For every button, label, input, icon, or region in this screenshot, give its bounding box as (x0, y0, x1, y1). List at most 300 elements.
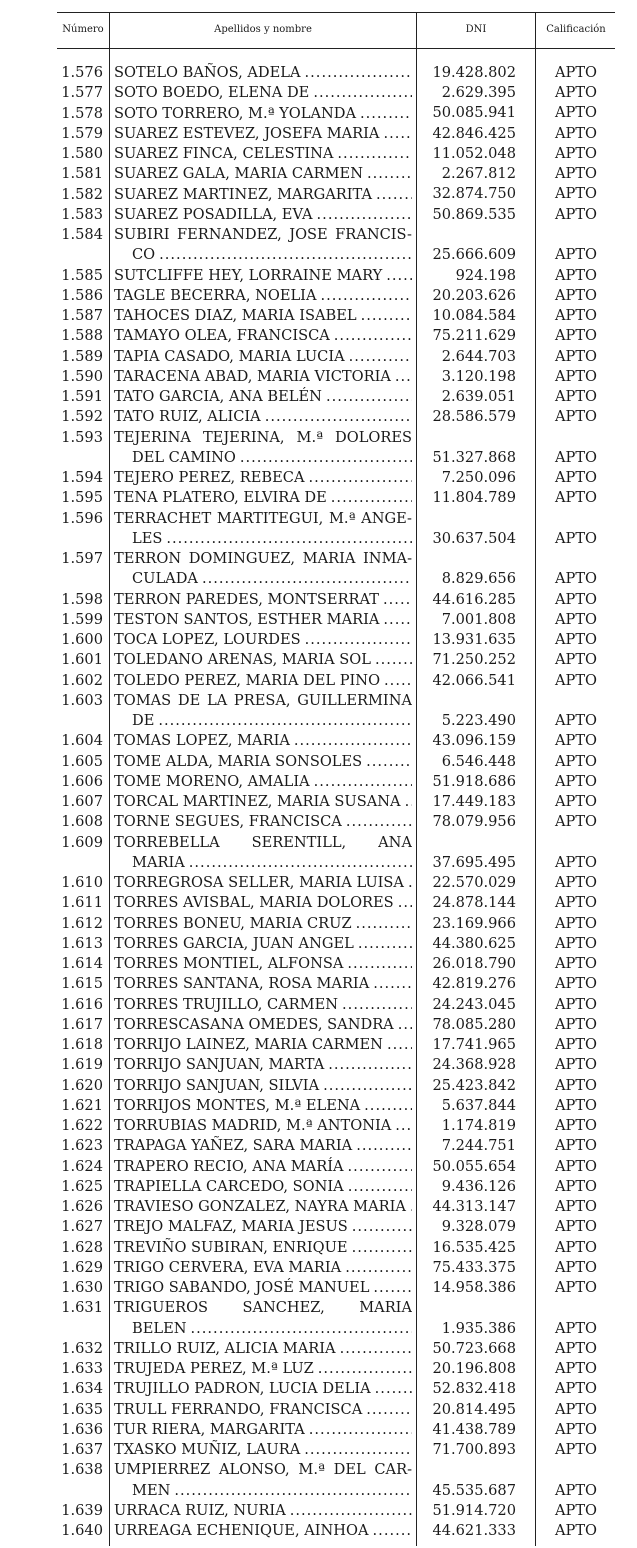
row-name-text: TEJERO PEREZ, REBECA (114, 469, 305, 487)
dot-leader (410, 1197, 412, 1217)
row-dni: 24.878.144 (432, 894, 516, 912)
row-name-text: SUAREZ GALA, MARIA CARMEN (114, 165, 363, 183)
row-name-line (114, 1339, 412, 1359)
row-name-line (114, 995, 412, 1015)
row-name-line (114, 812, 412, 832)
table-row (57, 205, 615, 225)
row-number: 1.585 (61, 266, 103, 284)
row-number: 1.630 (61, 1279, 103, 1297)
row-name-text: TERRON PAREDES, MONTSERRAT (114, 590, 380, 608)
row-name (114, 1035, 412, 1055)
row-calificacion: APTO (554, 1076, 598, 1094)
row-name-text: TAPIA CASADO, MARIA LUCIA (114, 347, 345, 365)
table-row (57, 893, 615, 913)
row-calificacion: APTO (554, 1056, 598, 1074)
row-name-line (114, 691, 412, 711)
dot-leader (323, 1076, 412, 1096)
row-name (114, 1339, 412, 1359)
dot-leader (384, 671, 412, 691)
row-name (114, 752, 412, 772)
table-row (57, 873, 615, 893)
row-number: 1.598 (61, 590, 103, 608)
table-row (57, 387, 615, 407)
row-dni: 2.644.703 (441, 347, 516, 365)
row-name-text: TORRES TRUJILLO, CARMEN (114, 995, 339, 1013)
table-row (57, 974, 615, 994)
row-name-line (114, 347, 412, 367)
dot-leader (158, 711, 412, 731)
row-name-line (114, 853, 412, 873)
row-name-line (114, 124, 412, 144)
dot-leader (367, 164, 412, 184)
row-number: 1.605 (61, 752, 103, 770)
row-dni: 71.250.252 (432, 651, 516, 669)
row-name-line (114, 974, 412, 994)
row-calificacion: APTO (554, 934, 598, 952)
dot-leader (294, 731, 412, 751)
row-name-text: LES (132, 529, 163, 547)
dot-leader (265, 407, 412, 427)
dot-leader (364, 1096, 412, 1116)
row-calificacion: APTO (554, 732, 598, 750)
row-name-line (114, 1359, 412, 1379)
table-row (57, 691, 615, 732)
row-name (114, 1197, 412, 1217)
row-name-line (114, 711, 412, 731)
row-name-line (114, 306, 412, 326)
row-calificacion: APTO (554, 772, 598, 790)
dot-leader (337, 144, 412, 164)
row-name (114, 1359, 412, 1379)
dot-leader (348, 1177, 412, 1197)
row-name (114, 630, 412, 650)
row-number: 1.596 (61, 509, 103, 527)
row-name-line (114, 1177, 412, 1197)
row-name (114, 1076, 412, 1096)
row-name-line (114, 1379, 412, 1399)
row-name-line (114, 873, 412, 893)
row-calificacion: APTO (554, 104, 598, 122)
row-name-text: TORRES GARCIA, JUAN ANGEL (114, 934, 354, 952)
row-name (114, 1157, 412, 1177)
row-dni: 9.436.126 (441, 1177, 516, 1195)
row-name-text: SUAREZ FINCA, CELESTINA (114, 145, 334, 162)
row-calificacion: APTO (554, 1238, 598, 1256)
table-row (57, 671, 615, 691)
row-calificacion: APTO (554, 1481, 598, 1499)
row-dni: 7.244.751 (441, 1137, 516, 1155)
row-calificacion: APTO (554, 347, 598, 365)
row-dni: 2.267.812 (441, 165, 516, 183)
row-name-text: TXASKO MUÑIZ, LAURA (114, 1441, 301, 1459)
header-dni: DNI (465, 24, 487, 35)
row-calificacion: APTO (554, 1279, 598, 1297)
row-name-text: URRACA RUIZ, NURIA (114, 1501, 286, 1519)
row-dni: 3.120.198 (441, 367, 516, 385)
row-calificacion: APTO (554, 205, 598, 223)
row-name-line (114, 468, 412, 488)
row-name-line (114, 772, 412, 792)
row-dni: 25.423.842 (432, 1076, 516, 1094)
row-name-text: URREAGA ECHENIQUE, AINHOA (114, 1522, 369, 1540)
row-name-line (114, 83, 412, 103)
row-number: 1.622 (61, 1117, 103, 1135)
row-calificacion: APTO (554, 1319, 598, 1337)
table-row (57, 104, 615, 124)
row-name-text: UMPIERREZ ALONSO, M.ª DEL CAR- (114, 1461, 412, 1479)
dot-leader (334, 326, 412, 346)
table-row (57, 407, 615, 427)
dot-leader (159, 245, 412, 265)
row-calificacion: APTO (554, 1522, 598, 1540)
row-name-line (114, 1076, 412, 1096)
table-row (57, 1501, 615, 1521)
row-name-text: TREVIÑO SUBIRAN, ENRIQUE (114, 1238, 348, 1256)
row-name-text: TORRES MONTIEL, ALFONSA (114, 955, 344, 973)
row-number: 1.583 (61, 205, 103, 223)
row-number: 1.586 (61, 286, 103, 304)
row-name-text: TORREGROSA SELLER, MARIA LUISA (114, 874, 404, 892)
table-row (57, 954, 615, 974)
row-number: 1.580 (61, 145, 103, 162)
row-name (114, 124, 412, 144)
dot-leader (383, 610, 412, 630)
table-row (57, 1359, 615, 1379)
dot-leader (347, 954, 412, 974)
row-name-text: TAGLE BECERRA, NOELIA (114, 286, 317, 304)
row-dni: 1.935.386 (441, 1319, 516, 1337)
table-row (57, 792, 615, 812)
row-number: 1.609 (61, 833, 103, 851)
row-number: 1.614 (61, 955, 103, 973)
row-name-text: TORRES AVISBAL, MARIA DOLORES (114, 894, 394, 912)
row-name (114, 1217, 412, 1237)
row-number: 1.593 (61, 428, 103, 446)
row-number: 1.601 (61, 651, 103, 669)
row-calificacion: APTO (554, 1157, 598, 1175)
dot-leader (356, 1136, 412, 1156)
table-row (57, 1076, 615, 1096)
table-row (57, 164, 615, 184)
dot-leader (376, 185, 412, 205)
row-name-text: TORRIJO SANJUAN, MARTA (114, 1056, 325, 1074)
row-calificacion: APTO (554, 1036, 598, 1054)
row-number: 1.584 (61, 226, 103, 243)
row-name-text: CO (132, 246, 156, 264)
row-calificacion: APTO (554, 529, 598, 547)
dot-leader (383, 590, 412, 610)
row-number: 1.581 (61, 165, 103, 183)
table-row (57, 63, 615, 83)
dot-leader (305, 63, 412, 83)
row-name (114, 1440, 412, 1460)
row-name-text: TATO GARCIA, ANA BELÉN (114, 388, 322, 406)
table-row (57, 266, 615, 286)
row-name-line (114, 387, 412, 407)
row-number: 1.613 (61, 934, 103, 952)
row-dni: 2.629.395 (441, 84, 516, 102)
table-row (57, 1177, 615, 1197)
row-name-text: TERRACHET MARTITEGUI, M.ª ANGE- (114, 509, 412, 527)
row-name-text: TRAPIELLA CARCEDO, SONIA (114, 1177, 344, 1195)
row-dni: 44.313.147 (432, 1198, 516, 1216)
row-calificacion: APTO (554, 367, 598, 385)
dot-leader (349, 347, 412, 367)
table-row (57, 83, 615, 103)
dot-leader (346, 812, 412, 832)
table-row (57, 1157, 615, 1177)
row-dni: 26.018.790 (432, 955, 516, 973)
dot-leader (342, 995, 412, 1015)
row-name (114, 1460, 412, 1501)
row-dni: 5.637.844 (441, 1096, 516, 1114)
row-name-line (114, 1501, 412, 1521)
row-dni: 6.546.448 (441, 752, 516, 770)
row-calificacion: APTO (554, 1360, 598, 1378)
row-number: 1.608 (61, 813, 103, 831)
row-name-text: TRAVIESO GONZALEZ, NAYRA MARIA (114, 1198, 406, 1216)
row-number: 1.616 (61, 995, 103, 1013)
row-number: 1.635 (61, 1400, 103, 1418)
row-calificacion: APTO (554, 874, 598, 892)
row-calificacion: APTO (554, 165, 598, 183)
row-name-line (114, 205, 412, 225)
dot-leader (408, 873, 412, 893)
row-name-text: TOMAS DE LA PRESA, GUILLERMINA (114, 691, 412, 709)
table-row (57, 1197, 615, 1217)
header-bottom-rule (57, 48, 615, 49)
row-name-line (114, 792, 412, 812)
table-row (57, 812, 615, 832)
row-dni: 78.085.280 (432, 1015, 516, 1033)
row-calificacion: APTO (554, 631, 598, 649)
row-name (114, 1278, 412, 1298)
row-name (114, 812, 412, 832)
row-number: 1.577 (61, 84, 103, 102)
row-dni: 2.639.051 (441, 388, 516, 405)
row-number: 1.600 (61, 631, 103, 649)
row-calificacion: APTO (554, 975, 598, 993)
row-name-text: MARIA (132, 853, 185, 871)
dot-leader (356, 914, 412, 934)
row-name-text: TREJO MALFAZ, MARIA JESUS (114, 1218, 348, 1236)
row-number: 1.623 (61, 1137, 103, 1155)
row-dni: 32.874.750 (432, 185, 516, 203)
row-name-text: TOCA LOPEZ, LOURDES (114, 631, 301, 649)
row-name (114, 914, 412, 934)
row-name-line (114, 1035, 412, 1055)
table-row (57, 1298, 615, 1339)
row-calificacion: APTO (554, 793, 598, 811)
row-name (114, 266, 412, 286)
row-calificacion: APTO (554, 712, 598, 730)
row-dni: 25.666.609 (432, 246, 516, 264)
dot-leader (366, 1400, 412, 1420)
row-name (114, 549, 412, 590)
row-name-text: TAHOCES DIAZ, MARIA ISABEL (114, 307, 357, 325)
table-top-rule (57, 12, 615, 13)
row-calificacion: APTO (554, 1441, 598, 1459)
row-name (114, 428, 412, 469)
row-name-text: TATO RUIZ, ALICIA (114, 408, 261, 426)
row-dni: 9.328.079 (441, 1218, 516, 1236)
row-name (114, 1521, 412, 1541)
row-dni: 30.637.504 (432, 529, 516, 547)
table-row (57, 1379, 615, 1399)
row-dni: 71.700.893 (432, 1441, 516, 1459)
table-row (57, 1035, 615, 1055)
row-name-text: TRIGUEROS SANCHEZ, MARIA (114, 1299, 412, 1317)
dot-leader (373, 1278, 412, 1298)
row-dni: 51.327.868 (432, 448, 516, 466)
row-calificacion: APTO (554, 752, 598, 770)
row-number: 1.629 (61, 1258, 103, 1276)
dot-leader (328, 1055, 412, 1075)
row-name (114, 1258, 412, 1278)
row-number: 1.637 (61, 1441, 103, 1459)
row-name-line (114, 1157, 412, 1177)
row-name-line (114, 914, 412, 934)
table-row (57, 1339, 615, 1359)
dot-leader (290, 1501, 412, 1521)
row-calificacion: APTO (554, 1380, 598, 1398)
table-row (57, 934, 615, 954)
row-name-text: TORCAL MARTINEZ, MARIA SUSANA (114, 793, 401, 811)
row-name (114, 1015, 412, 1035)
row-name (114, 1379, 412, 1399)
row-calificacion: APTO (554, 1420, 598, 1438)
row-number: 1.634 (61, 1380, 103, 1398)
header-numero: Número (62, 24, 104, 35)
row-name (114, 509, 412, 550)
table-row (57, 347, 615, 367)
row-name-text: TRAPAGA YAÑEZ, SARA MARIA (114, 1137, 353, 1155)
row-number: 1.639 (61, 1501, 103, 1519)
row-calificacion: APTO (554, 955, 598, 973)
dot-leader (405, 792, 412, 812)
table-row (57, 995, 615, 1015)
row-calificacion: APTO (554, 651, 598, 669)
row-dni: 44.616.285 (432, 590, 516, 608)
row-name-line (114, 934, 412, 954)
dot-leader (340, 1339, 412, 1359)
row-name-line (114, 1440, 412, 1460)
row-name-line (114, 1420, 412, 1440)
row-name (114, 144, 412, 164)
table-row (57, 731, 615, 751)
row-name-line (114, 488, 412, 508)
dot-leader (373, 974, 412, 994)
row-name-text: SUAREZ POSADILLA, EVA (114, 205, 313, 223)
row-name-line (114, 1319, 412, 1339)
row-calificacion: APTO (554, 144, 598, 162)
row-name-line (114, 63, 412, 83)
table-row (57, 306, 615, 326)
row-dni: 28.586.579 (432, 408, 516, 426)
row-dni: 50.723.668 (432, 1339, 516, 1357)
row-dni: 44.380.625 (432, 934, 516, 952)
row-number: 1.589 (61, 347, 103, 365)
row-name (114, 833, 412, 874)
row-name-text: SUBIRI FERNANDEZ, JOSE FRANCIS- (114, 226, 412, 243)
row-name-line (114, 671, 412, 691)
row-name (114, 873, 412, 893)
row-dni: 7.250.096 (441, 469, 516, 487)
row-name (114, 1298, 412, 1339)
row-number: 1.579 (61, 124, 103, 142)
row-dni: 20.814.495 (432, 1400, 516, 1418)
row-name-line (114, 1481, 412, 1501)
table-row (57, 1055, 615, 1075)
row-name-line (114, 833, 412, 853)
dot-leader (352, 1238, 412, 1258)
row-name-line (114, 529, 412, 549)
row-name (114, 83, 412, 103)
row-name-line (114, 144, 412, 164)
row-number: 1.638 (61, 1461, 103, 1479)
row-name (114, 772, 412, 792)
row-name (114, 205, 412, 225)
row-name (114, 1177, 412, 1197)
row-calificacion: APTO (554, 995, 598, 1013)
table-row (57, 144, 615, 164)
row-name-text: TOME MORENO, AMALIA (114, 772, 310, 790)
row-number: 1.625 (61, 1177, 103, 1195)
row-name-text: MEN (132, 1481, 171, 1499)
table-row (57, 428, 615, 469)
dot-leader (375, 650, 412, 670)
table-row (57, 549, 615, 590)
row-calificacion: APTO (554, 327, 598, 345)
dot-leader (202, 569, 412, 589)
row-name-line (114, 266, 412, 286)
row-number: 1.640 (61, 1522, 103, 1540)
row-calificacion: APTO (554, 1258, 598, 1276)
dot-leader (240, 448, 412, 468)
table-row (57, 185, 615, 205)
dot-leader (361, 306, 412, 326)
row-name-line (114, 893, 412, 913)
table-row (57, 1015, 615, 1035)
row-name-text: TARACENA ABAD, MARIA VICTORIA (114, 367, 391, 385)
table-row (57, 509, 615, 550)
row-calificacion: APTO (554, 1137, 598, 1155)
row-dni: 19.428.802 (432, 63, 516, 81)
dot-leader (383, 124, 412, 144)
row-name-text: TRILLO RUIZ, ALICIA MARIA (114, 1339, 336, 1357)
row-name (114, 974, 412, 994)
dot-leader (331, 488, 412, 508)
row-dni: 42.846.425 (432, 124, 516, 142)
dot-leader (308, 468, 412, 488)
row-calificacion: APTO (554, 1096, 598, 1114)
dot-leader (360, 104, 412, 124)
row-name-text: TOLEDO PEREZ, MARIA DEL PINO (114, 671, 381, 689)
row-calificacion: APTO (554, 853, 598, 871)
row-number: 1.615 (61, 975, 103, 993)
row-name-line (114, 104, 412, 124)
row-name-text: DEL CAMINO (132, 448, 236, 466)
row-number: 1.592 (61, 408, 103, 426)
row-name (114, 326, 412, 346)
row-name-text: SOTO TORRERO, M.ª YOLANDA (114, 104, 356, 122)
row-number: 1.582 (61, 185, 103, 203)
row-dni: 44.621.333 (432, 1522, 516, 1540)
row-calificacion: APTO (554, 246, 598, 264)
row-dni: 42.819.276 (432, 975, 516, 993)
row-calificacion: APTO (554, 469, 598, 487)
row-number: 1.590 (61, 367, 103, 385)
